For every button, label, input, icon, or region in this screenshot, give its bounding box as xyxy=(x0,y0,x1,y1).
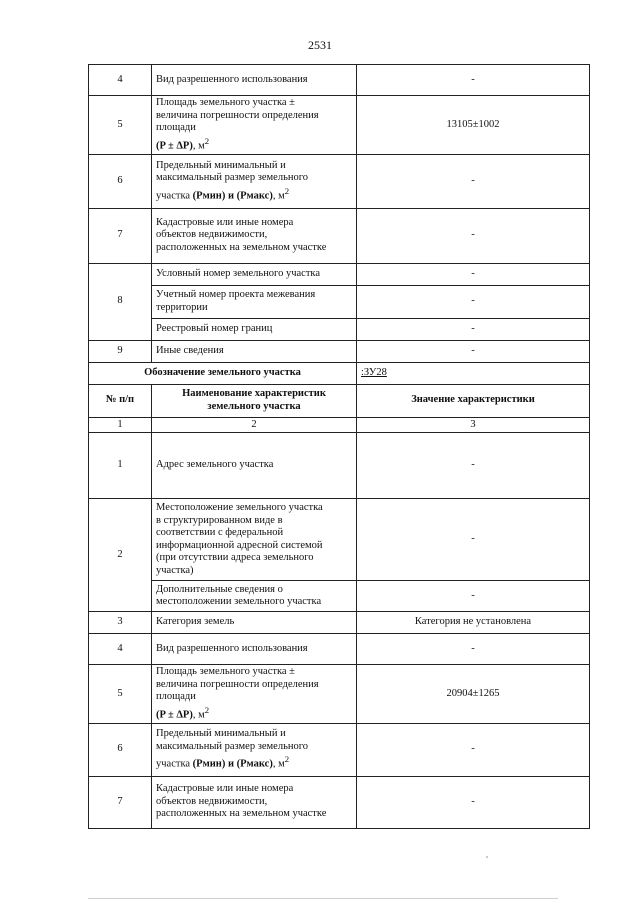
table-row xyxy=(89,208,590,263)
characteristic-name: Категория земель xyxy=(152,612,357,634)
plot-designation-row xyxy=(89,362,590,384)
characteristic-name: Вид разрешенного использования xyxy=(152,634,357,665)
row-number: 4 xyxy=(89,65,152,96)
row-number: 3 xyxy=(89,612,152,634)
characteristic-value: - xyxy=(357,581,590,612)
characteristic-value: 13105±1002 xyxy=(357,96,590,155)
characteristic-value: - xyxy=(357,263,590,285)
table-row xyxy=(89,433,590,499)
column-number: 3 xyxy=(357,417,590,433)
table-row xyxy=(89,776,590,828)
row-number: 5 xyxy=(89,96,152,155)
characteristic-value: - xyxy=(357,433,590,499)
characteristic-name: Кадастровые или иные номера объектов недвижимости, расположенных на земельном участке xyxy=(152,208,357,263)
characteristic-name: Предельный минимальный и максимальный размер земельного участка (Рмин) и (Рмакс), $м^2$ xyxy=(152,723,357,776)
table-row xyxy=(89,318,590,340)
characteristic-name: Реестровый номер границ xyxy=(152,318,357,340)
plot-designation-label: Обозначение земельного участка xyxy=(89,362,357,384)
characteristic-name: Кадастровые или иные номера объектов недвижимости, расположенных на земельном участке xyxy=(152,776,357,828)
table-row xyxy=(89,634,590,665)
table-row xyxy=(89,65,590,96)
characteristic-name: Местоположение земельного участка в структурированном виде в соответствии с федеральной информационной адресной системой (при отсутствии адреса земельного участка) xyxy=(152,499,357,581)
table-row xyxy=(89,285,590,318)
characteristic-name: Иные сведения xyxy=(152,340,357,362)
page-number: 2531 xyxy=(308,38,332,52)
land-plot-table xyxy=(88,64,590,829)
characteristic-value: - xyxy=(357,208,590,263)
characteristic-value: 20904±1265 xyxy=(357,665,590,724)
characteristic-value: - xyxy=(357,634,590,665)
row-number: 7 xyxy=(89,208,152,263)
table-row xyxy=(89,581,590,612)
characteristic-name: Дополнительные сведения о местоположении земельного участка xyxy=(152,581,357,612)
characteristic-name: Условный номер земельного участка xyxy=(152,263,357,285)
characteristic-value: - xyxy=(357,340,590,362)
table-row xyxy=(89,96,590,155)
table-row xyxy=(89,723,590,776)
characteristic-value: - xyxy=(357,65,590,96)
row-number: 9 xyxy=(89,340,152,362)
row-number: 5 xyxy=(89,665,152,724)
row-number: 1 xyxy=(89,433,152,499)
column-header-num: № п/п xyxy=(89,384,152,417)
characteristic-name: Площадь земельного участка ± величина погрешности определения площади (P ± ΔP), $м^2$ xyxy=(152,665,357,724)
table-row xyxy=(89,340,590,362)
table-row xyxy=(89,665,590,724)
row-number: 6 xyxy=(89,723,152,776)
plot-designation-value: :ЗУ28 xyxy=(357,362,590,384)
row-number: 6 xyxy=(89,154,152,208)
column-number-row xyxy=(89,417,590,433)
characteristic-value: Категория не установлена xyxy=(357,612,590,634)
scan-speck xyxy=(486,856,488,858)
row-number: 7 xyxy=(89,776,152,828)
table-row xyxy=(89,154,590,208)
characteristic-value: - xyxy=(357,776,590,828)
table-row xyxy=(89,612,590,634)
scan-edge-line xyxy=(88,898,558,899)
table-row xyxy=(89,263,590,285)
column-header-name: Наименование характеристик земельного участка xyxy=(152,384,357,417)
column-number: 2 xyxy=(152,417,357,433)
table-row xyxy=(89,499,590,581)
characteristic-name: Площадь земельного участка ± величина погрешности определения площади (P ± ΔP), $м^2$ xyxy=(152,96,357,155)
characteristic-value: - xyxy=(357,154,590,208)
column-number: 1 xyxy=(89,417,152,433)
characteristic-value: - xyxy=(357,318,590,340)
row-number: 2 xyxy=(89,499,152,612)
row-number: 4 xyxy=(89,634,152,665)
column-header-value: Значение характеристики xyxy=(357,384,590,417)
characteristic-value: - xyxy=(357,499,590,581)
characteristic-name: Предельный минимальный и максимальный размер земельного участка (Рмин) и (Рмакс), $м^2$ xyxy=(152,154,357,208)
characteristic-name: Вид разрешенного использования xyxy=(152,65,357,96)
characteristic-name: Адрес земельного участка xyxy=(152,433,357,499)
characteristic-value: - xyxy=(357,285,590,318)
row-number: 8 xyxy=(89,263,152,340)
characteristic-name: Учетный номер проекта межевания территории xyxy=(152,285,357,318)
column-header-row xyxy=(89,384,590,417)
characteristic-value: - xyxy=(357,723,590,776)
